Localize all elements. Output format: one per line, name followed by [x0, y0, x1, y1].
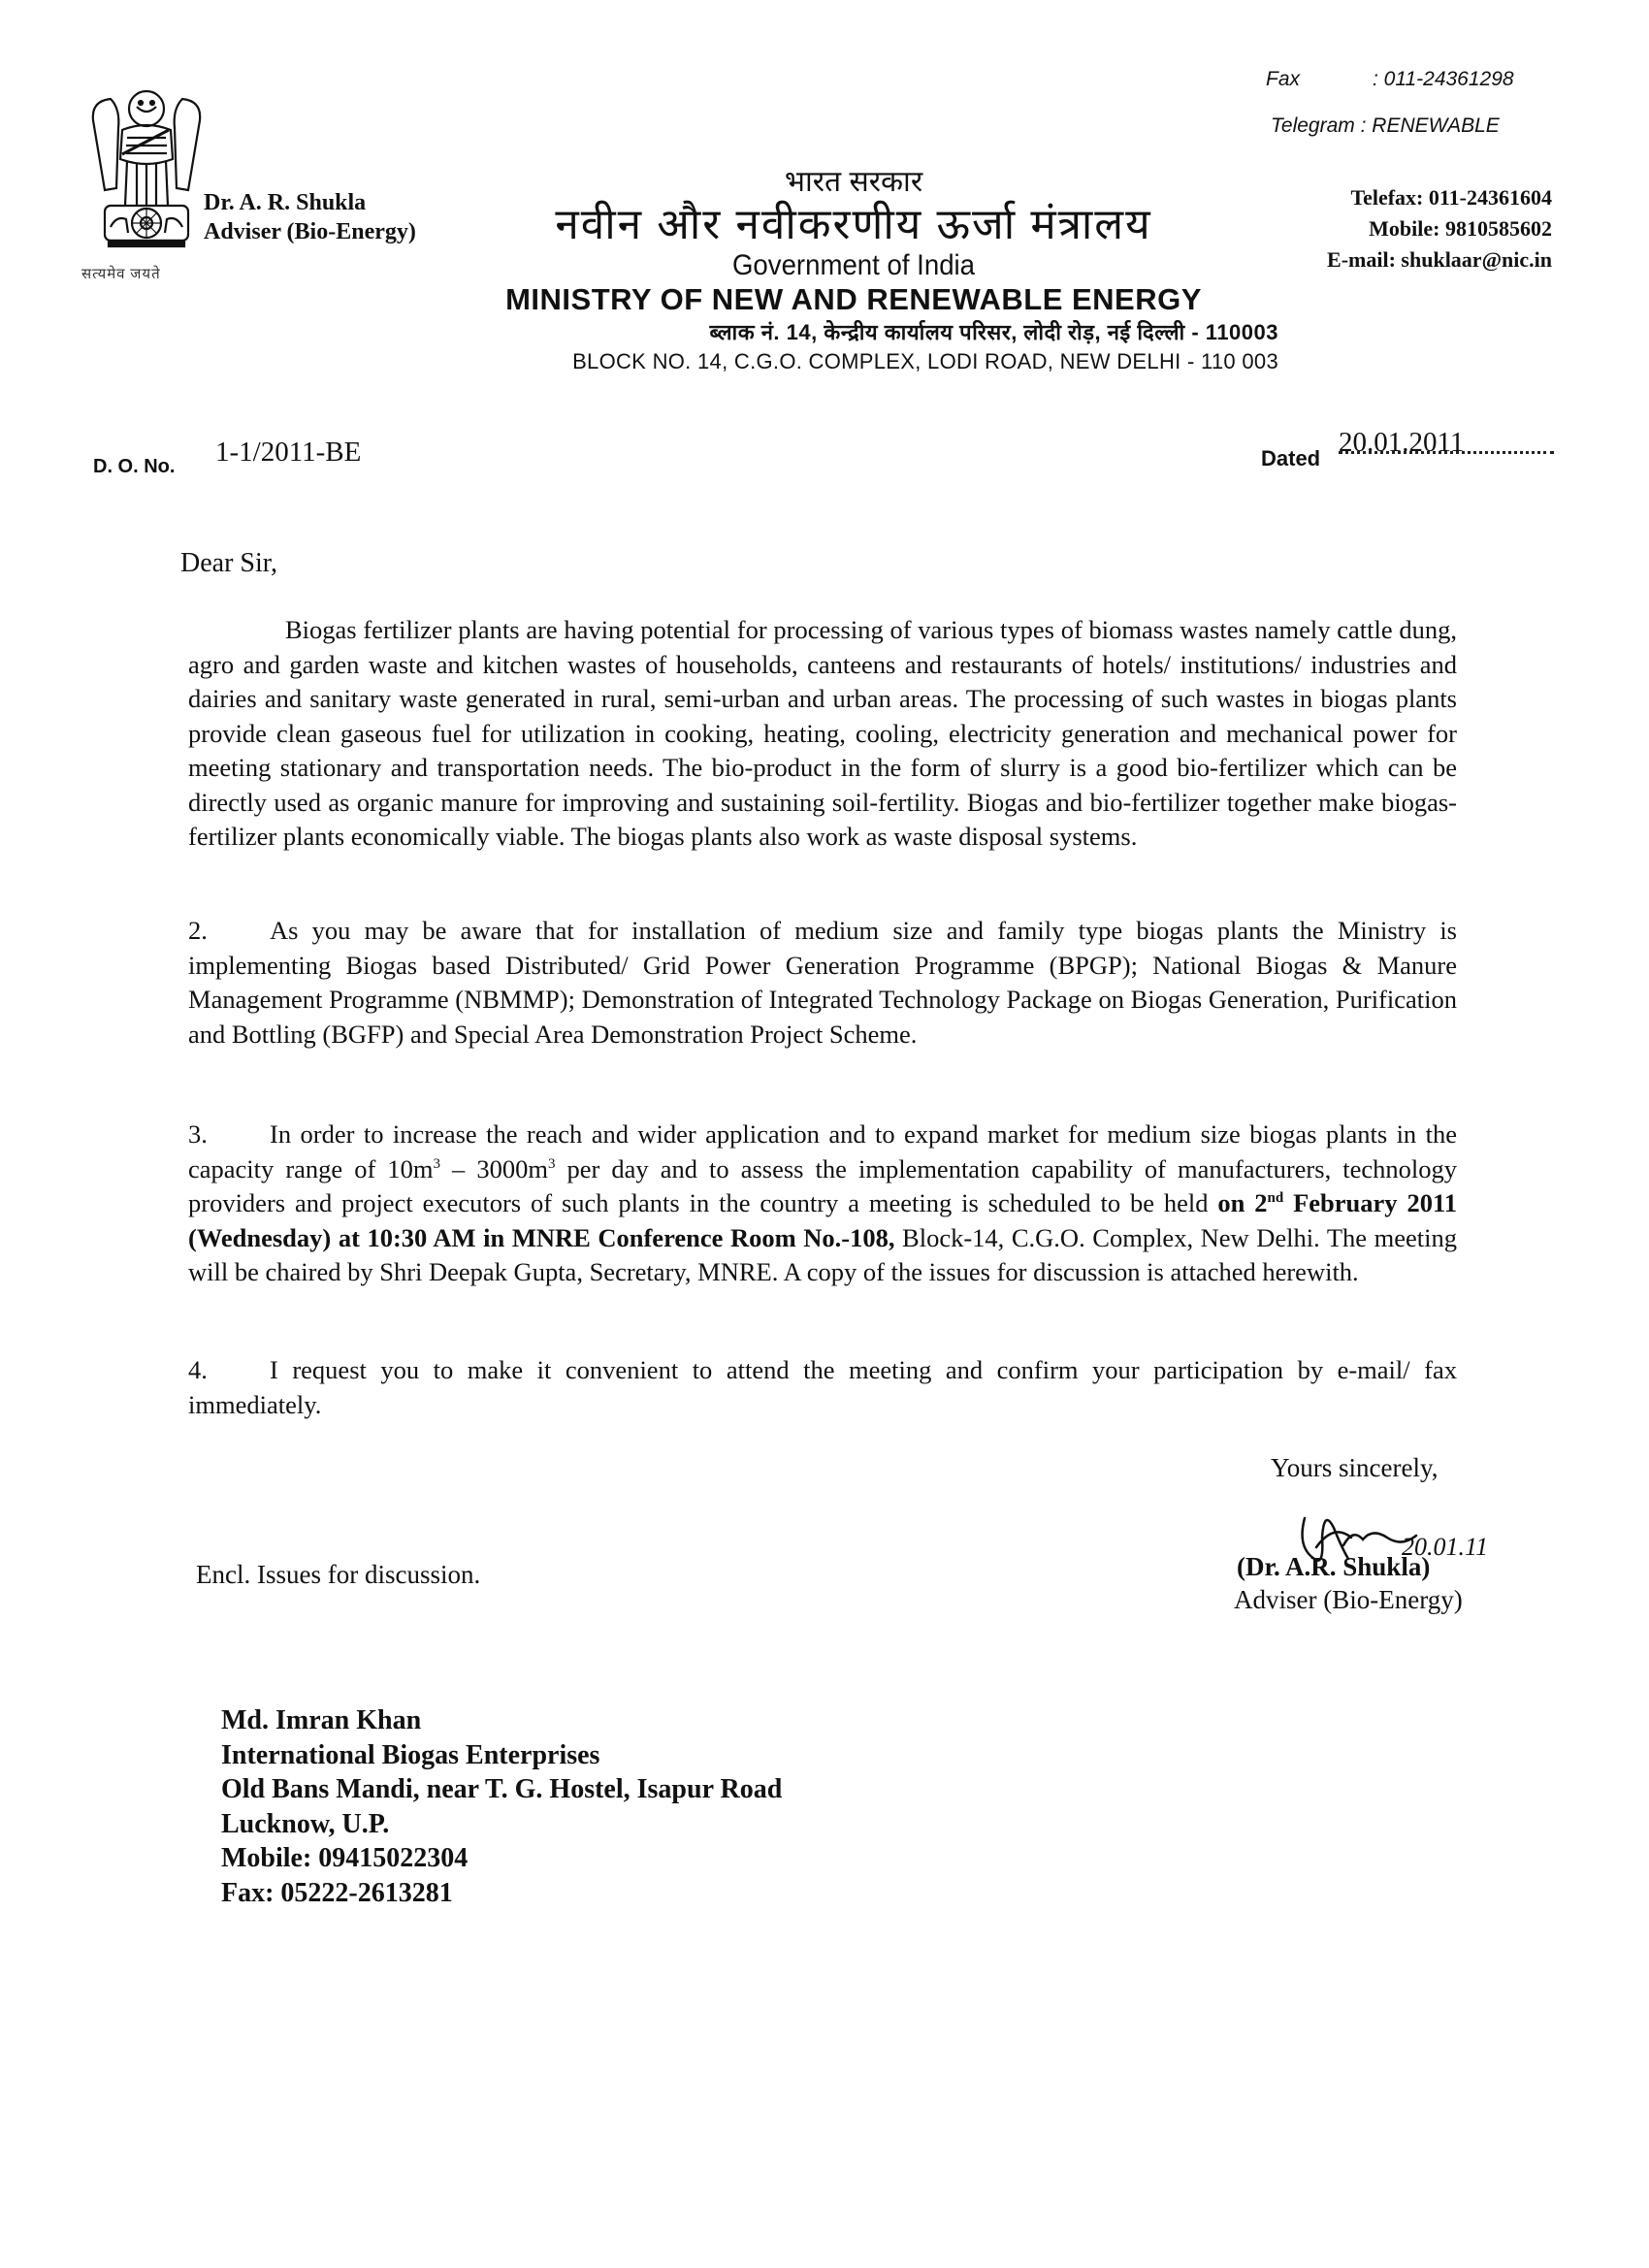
superscript: nd — [1267, 1190, 1284, 1207]
addressee-city: Lucknow, U.P. — [221, 1808, 390, 1839]
addressee-street: Old Bans Mandi, near T. G. Hostel, Isapur Road — [221, 1774, 783, 1804]
paragraph-3-text: Block-14, C.G.O. Complex, New Delhi. The meeting will be chaired by Shri Deepak Gupta, Secretary, MNRE. A copy of the issues for discussion is attached herewith. — [188, 1222, 1457, 1286]
superscript: 3 — [433, 1155, 440, 1172]
meeting-date-bold: on 2 — [1217, 1188, 1268, 1217]
addressee-mobile: Mobile: 09415022304 — [221, 1843, 469, 1873]
ministry-address: BLOCK NO. 14, C.G.O. COMPLEX, LODI ROAD, NEW DELHI - 110 003 — [572, 349, 1278, 373]
ministry-name: MINISTRY OF NEW AND RENEWABLE ENERGY — [505, 282, 1202, 316]
hindi-government: भारत सरकार — [784, 166, 923, 198]
superscript: 3 — [547, 1155, 556, 1172]
svg-text:20.01.11: 20.01.11 — [1402, 1533, 1489, 1561]
mobile: Mobile: 9810585602 — [1369, 216, 1552, 241]
hindi-address: ब्लाक नं. 14, केन्द्रीय कार्यालय परिसर, लोदी रोड़, नई दिल्ली - 110003 — [709, 320, 1278, 344]
paragraph-2-text: As you may be aware that for installation of medium size and family type biogas plants the Ministry is implementing Biogas based Distributed/ Grid Power Generation Programme (BPGP); National Biogas & Manure Management Programme (NBMMP); Demonstration of Integrated Technology Package on Biogas Generation, Purification and Bottling (BGFP) and Special Area Demonstration Project Scheme. — [188, 916, 1457, 1049]
addressee-block — [221, 1703, 782, 1910]
officer-block — [204, 188, 416, 246]
signatory-name: (Dr. A.R. Shukla) — [1237, 1552, 1431, 1581]
paragraph-3-text: – 3000m — [439, 1153, 548, 1183]
dated-value: 20.01.2011 — [1339, 427, 1465, 458]
paragraph-3-text: per day and to assess the implementation capability of manufacturers, technology providers and project executors of such plants in the country a meeting is scheduled to be held — [188, 1153, 1458, 1217]
telegram-line — [1271, 114, 1500, 138]
paragraph-4-text: I request you to make it convenient to attend the meeting and confirm your participation by e-mail/ fax immediately. — [188, 1355, 1457, 1419]
emblem-motto: सत्यमेव जयते — [81, 267, 161, 282]
do-number-label: D. O. No. — [93, 456, 176, 477]
paragraph-4 — [188, 1353, 1457, 1422]
officer-title: Adviser (Bio-Energy) — [204, 219, 416, 244]
fax-value: : 011-24361298 — [1373, 68, 1514, 90]
paragraph-3 — [188, 1118, 1457, 1290]
telefax: Telefax: 011-24361604 — [1350, 185, 1552, 210]
government-of-india: Government of India — [731, 249, 976, 281]
paragraph-2 — [188, 914, 1457, 1052]
addressee-name: Md. Imran Khan — [221, 1705, 422, 1735]
state-emblem-icon — [83, 81, 210, 275]
paragraph-1: Biogas fertilizer plants are having potential for processing of various types of biomass wastes namely cattle dung, agro and garden waste and kitchen wastes of households, canteens and restaurants of hotels/ institutions/ industries and dairies and sanitary waste generated in rural, semi-urban and urban areas. The processing of such wastes in biogas plants provide clean gaseous fuel for utilization in cooking, heating, cooling, electricity generation and mechanical power for meeting stationary and transportation needs. The bio-product in the form of slurry is a good bio-fertilizer which can be directly used as organic manure for improving and sustaining soil-fertility. Biogas and bio-fertilizer together make biogas-fertilizer plants economically viable. The biogas plants also work as waste disposal systems. — [188, 615, 1457, 851]
addressee-company: International Biogas Enterprises — [221, 1739, 600, 1770]
contact-block — [1222, 182, 1552, 275]
dated-dotted-line — [1339, 451, 1554, 454]
paragraph-number: 4. — [188, 1355, 208, 1384]
signatory-title: Adviser (Bio-Energy) — [1234, 1585, 1463, 1614]
officer-name: Dr. A. R. Shukla — [204, 190, 367, 215]
paragraph-3-text: In order to increase the reach and wider application and to expand market for medium size biogas plants in the capacity range of 10m — [188, 1119, 1457, 1183]
enclosure-note: Encl. Issues for discussion. — [196, 1560, 481, 1589]
addressee-fax: Fax: 05222-2613281 — [221, 1877, 453, 1908]
telegram-label: Telegram — [1271, 114, 1355, 137]
paragraph-number: 2. — [188, 916, 208, 945]
email-link[interactable]: E-mail: shuklaar@nic.in — [1327, 247, 1552, 272]
ministry-header — [427, 165, 1280, 376]
paragraph-number: 3. — [188, 1119, 208, 1149]
valediction: Yours sincerely, — [1271, 1453, 1439, 1482]
do-number-value: 1-1/2011-BE — [215, 437, 362, 468]
meeting-details-bold: February 2011 (Wednesday) at 10:30 AM in MNRE Conference Room No.-108, — [188, 1188, 1457, 1252]
fax-label: Fax — [1266, 68, 1301, 90]
salutation: Dear Sir, — [180, 548, 277, 578]
hindi-ministry-name: नवीन और नवीकरणीय ऊर्जा मंत्रालय — [555, 201, 1152, 248]
dated-label: Dated — [1261, 446, 1321, 470]
fax-line — [1266, 68, 1514, 91]
telegram-value: : RENEWABLE — [1360, 114, 1500, 137]
